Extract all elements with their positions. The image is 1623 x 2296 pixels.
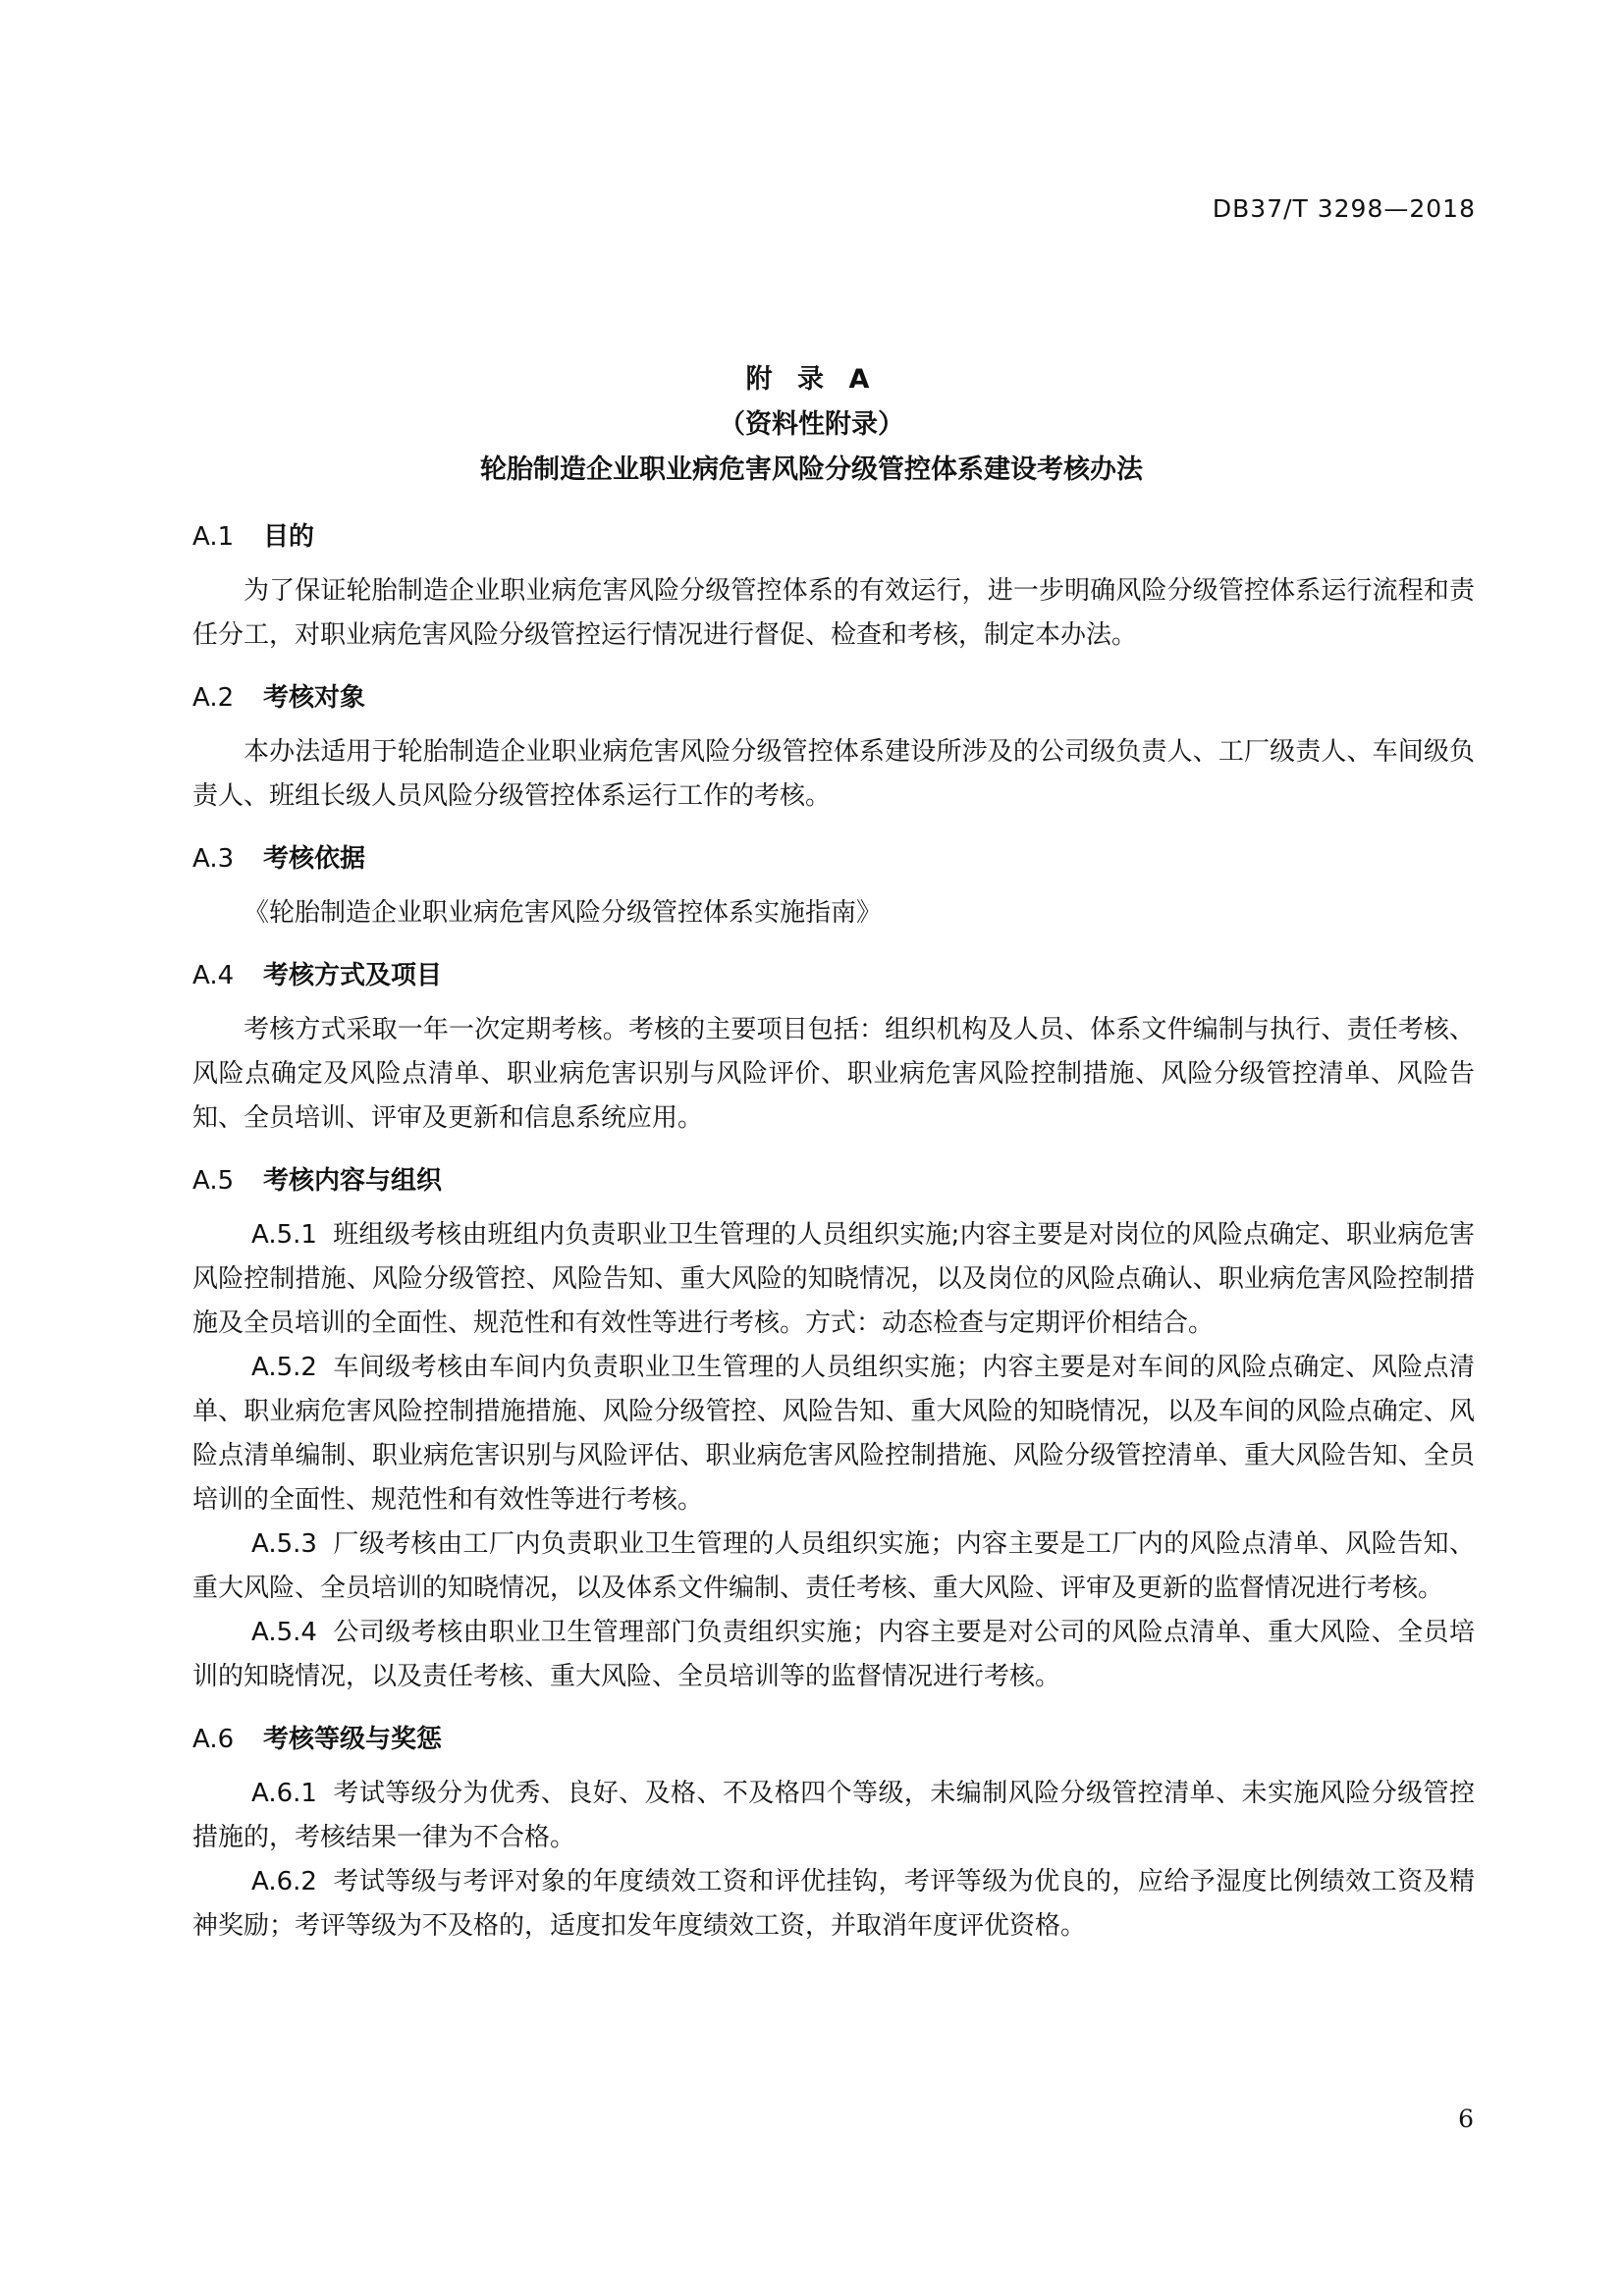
section-number: A.1 (192, 522, 235, 552)
subsection-a6-1 (192, 1772, 1475, 1860)
subsection-number: A.6.2 (251, 1867, 317, 1896)
section-title: 考核内容与组织 (263, 1166, 443, 1196)
document-body (192, 518, 1475, 1949)
section-heading-a6 (192, 1721, 1475, 1758)
subsection-a5-3 (192, 1522, 1475, 1611)
section-paragraph-a1: 为了保证轮胎制造企业职业病危害风险分级管控体系的有效运行，进一步明确风险分级管控体系运行流程和责任分工，对职业病危害风险分级管控运行情况进行督促、检查和考核，制定本办法。 (192, 576, 1475, 650)
annex-type: （资料性附录） (719, 409, 904, 440)
annex-label: 附 录 A (745, 364, 878, 395)
section-number: A.5 (192, 1166, 235, 1196)
section-number: A.4 (192, 961, 235, 990)
section-title: 考核等级与奖惩 (263, 1725, 443, 1754)
subsection-a5-4 (192, 1611, 1475, 1699)
subsection-text: 考试等级分为优秀、良好、及格、不及格四个等级，未编制风险分级管控清单、未实施风险分级管控措施的，考核结果一律为不合格。 (192, 1779, 1475, 1852)
section-heading-a2 (192, 679, 1475, 717)
page-number: 6 (1458, 2105, 1474, 2133)
section-number: A.3 (192, 844, 235, 874)
title-block (0, 357, 1623, 493)
section-number: A.6 (192, 1725, 235, 1754)
subsection-a6-2 (192, 1860, 1475, 1949)
subsection-number: A.6.1 (251, 1779, 317, 1808)
subsection-text: 班组级考核由班组内负责职业卫生管理的人员组织实施;内容主要是对岗位的风险点确定、职业病危害风险控制措施、风险分级管控、风险告知、重大风险的知晓情况，以及岗位的风险点确认、职业病危害风险控制措施及全员培训的全面性、规范性和有效性等进行考核。方式：动态检查与定期评价相结合。 (192, 1220, 1475, 1338)
section-title: 考核对象 (263, 683, 366, 713)
section-heading-a1 (192, 518, 1475, 556)
subsection-number: A.5.4 (251, 1618, 317, 1647)
section-title: 考核依据 (263, 844, 366, 874)
subsection-text: 厂级考核由工厂内负责职业卫生管理的人员组织实施；内容主要是工厂内的风险点清单、风险告知、重大风险、全员培训的知晓情况，以及体系文件编制、责任考核、重大风险、评审及更新的监督情况进行考核。 (192, 1529, 1475, 1603)
subsection-number: A.5.3 (251, 1529, 317, 1559)
section-paragraph-a4: 考核方式采取一年一次定期考核。考核的主要项目包括：组织机构及人员、体系文件编制与执行、责任考核、风险点确定及风险点清单、职业病危害识别与风险评价、职业病危害风险控制措施、风险分级管控清单、风险告知、全员培训、评审及更新和信息系统应用。 (192, 1015, 1475, 1133)
section-title: 目的 (263, 522, 315, 552)
subsection-number: A.5.1 (251, 1220, 317, 1250)
section-paragraph-a2: 本办法适用于轮胎制造企业职业病危害风险分级管控体系建设所涉及的公司级负责人、工厂级责人、车间级负责人、班组长级人员风险分级管控体系运行工作的考核。 (192, 737, 1475, 811)
section-paragraph-a3: 《轮胎制造企业职业病危害风险分级管控体系实施指南》 (243, 898, 883, 928)
section-title: 考核方式及项目 (263, 961, 443, 990)
section-heading-a3 (192, 840, 1475, 878)
document-title: 轮胎制造企业职业病危害风险分级管控体系建设考核办法 (480, 454, 1143, 485)
subsection-text: 考试等级与考评对象的年度绩效工资和评优挂钩，考评等级为优良的，应给予湿度比例绩效工资及精神奖励；考评等级为不及格的，适度扣发年度绩效工资，并取消年度评优资格。 (192, 1867, 1475, 1941)
subsection-text: 车间级考核由车间内负责职业卫生管理的人员组织实施；内容主要是对车间的风险点确定、风险点清单、职业病危害风险控制措施措施、风险分级管控、风险告知、重大风险的知晓情况，以及车间的风险点确定、风险点清单编制、职业病危害识别与风险评估、职业病危害风险控制措施、风险分级管控清单、重大风险告知、全员培训的全面性、规范性和有效性等进行考核。 (192, 1353, 1475, 1515)
subsection-number: A.5.2 (251, 1353, 317, 1382)
subsection-a5-1 (192, 1213, 1475, 1346)
subsection-a5-2 (192, 1346, 1475, 1522)
section-heading-a4 (192, 957, 1475, 994)
section-heading-a5 (192, 1162, 1475, 1200)
document-code: DB37/T 3298—2018 (1212, 194, 1476, 223)
subsection-text: 公司级考核由职业卫生管理部门负责组织实施；内容主要是对公司的风险点清单、重大风险、全员培训的知晓情况，以及责任考核、重大风险、全员培训等的监督情况进行考核。 (192, 1618, 1475, 1691)
section-number: A.2 (192, 683, 235, 713)
